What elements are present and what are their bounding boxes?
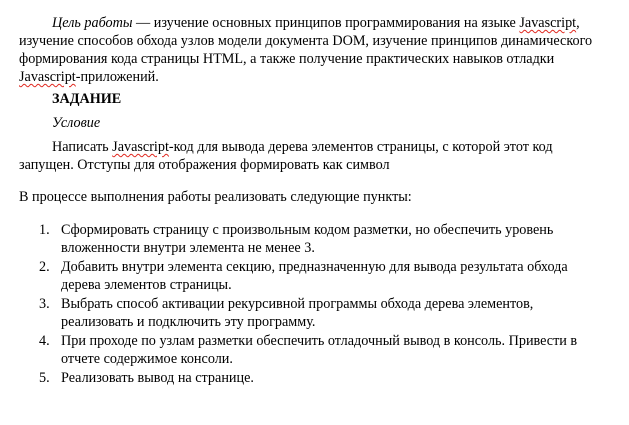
list-item-number: 3. xyxy=(39,296,50,312)
task-js-word: Javascript xyxy=(112,139,169,155)
list-item xyxy=(19,369,594,387)
list-item xyxy=(19,221,594,257)
goal-text-3: -приложений. xyxy=(75,69,159,85)
list-item xyxy=(19,295,594,331)
list-item-number: 5. xyxy=(39,370,50,386)
goal-text-1: изучение основных принципов программирования на языке xyxy=(153,15,520,31)
section-subheading: Условие xyxy=(52,115,101,131)
goal-text-2: , изучение способов обхода узлов модели документа DOM, изучение принципов динамического формирования кода страницы HTML, а также получение практических навыков отладки xyxy=(19,15,593,67)
goal-js-word-2: Javascript xyxy=(19,69,76,85)
list-item-text: Реализовать вывод на странице. xyxy=(61,370,254,386)
list-item-number: 2. xyxy=(39,259,50,275)
intro-paragraph: В процессе выполнения работы реализовать следующие пункты: xyxy=(19,189,412,205)
document-page xyxy=(19,14,594,388)
list-item-number: 4. xyxy=(39,333,50,349)
goal-js-word-1: Javascript xyxy=(519,15,577,31)
goal-dash: — xyxy=(132,15,154,31)
list-item-text: Добавить внутри элемента секцию, предназначенную для вывода результата обхода дерева элементов страницы. xyxy=(61,259,568,293)
list-item-text: Выбрать способ активации рекурсивной программы обхода дерева элементов, реализовать и подключить эту программу. xyxy=(61,296,534,330)
task-paragraph xyxy=(19,138,594,174)
task-text-2: -код для вывода дерева элементов страницы, с которой этот код запущен. Отступы для отображения формировать как символ xyxy=(19,139,553,173)
list-item-text: При проходе по узлам разметки обеспечить отладочный вывод в консоль. Привести в отчете содержимое консоли. xyxy=(61,333,578,367)
task-list xyxy=(19,221,594,387)
goal-label: Цель работы xyxy=(52,15,133,31)
list-item-text: Сформировать страницу с произвольным кодом разметки, но обеспечить уровень вложенности внутри элемента не менее 3. xyxy=(61,222,554,256)
section-heading: ЗАДАНИЕ xyxy=(52,91,122,107)
goal-paragraph xyxy=(19,14,594,86)
list-item-number: 1. xyxy=(39,222,50,238)
task-text-1: Написать xyxy=(52,139,113,155)
list-item xyxy=(19,258,594,294)
list-item xyxy=(19,332,594,368)
